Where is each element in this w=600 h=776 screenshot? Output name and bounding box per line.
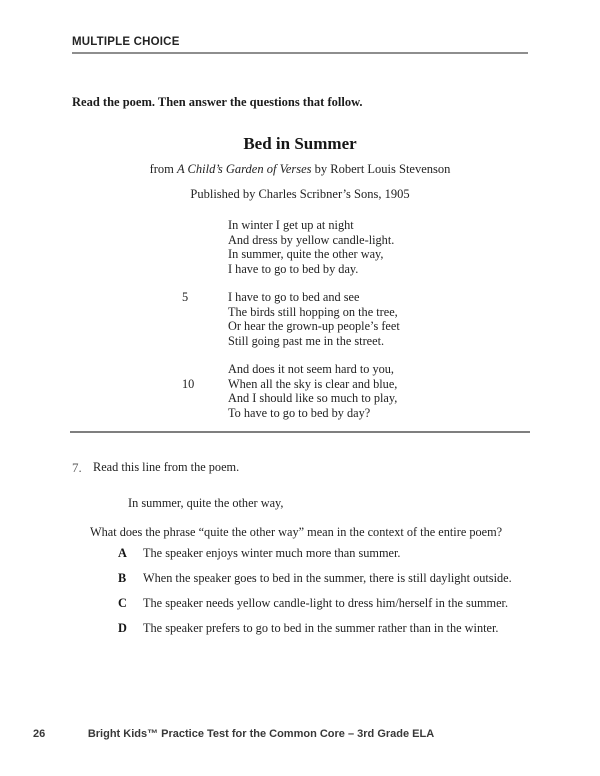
poem-title: Bed in Summer bbox=[243, 134, 357, 153]
line-number bbox=[182, 305, 228, 320]
line-number bbox=[182, 262, 228, 277]
choice-letter: D bbox=[118, 621, 127, 635]
line-number bbox=[182, 319, 228, 334]
choice-a bbox=[118, 546, 512, 560]
poem-source-prefix: from bbox=[149, 162, 178, 176]
line-text: In summer, quite the other way, bbox=[228, 247, 384, 261]
choice-letter: C bbox=[118, 596, 127, 610]
choice-letter: B bbox=[118, 571, 127, 585]
poem-line bbox=[182, 391, 400, 406]
line-text: Still going past me in the street. bbox=[228, 333, 385, 348]
poem-line bbox=[182, 377, 400, 392]
poem-line bbox=[182, 362, 400, 377]
poem-line bbox=[182, 319, 400, 334]
line-number bbox=[182, 334, 228, 349]
line-text: Or hear the grown-up people’s feet bbox=[228, 319, 400, 333]
divider-rule bbox=[70, 431, 530, 433]
line-text: I have to go to bed and see bbox=[228, 290, 360, 304]
poem-line bbox=[182, 233, 400, 248]
poem-line bbox=[182, 290, 400, 305]
poem-body bbox=[182, 218, 400, 434]
section-header: MULTIPLE CHOICE bbox=[72, 36, 528, 54]
line-text: The birds still hopping on the tree, bbox=[228, 304, 398, 319]
question-number: 7. bbox=[72, 460, 82, 475]
line-text: And does it not seem hard to you, bbox=[228, 362, 394, 376]
line-text: To have to go to bed by day? bbox=[228, 405, 371, 420]
question-7 bbox=[72, 460, 239, 476]
line-number bbox=[182, 233, 228, 248]
footer-title: Bright Kids™ Practice Test for the Common Core – 3rd Grade ELA bbox=[87, 728, 435, 740]
line-number bbox=[182, 362, 228, 377]
line-number bbox=[182, 247, 228, 262]
choice-text: The speaker prefers to go to bed in the summer rather than in the winter. bbox=[143, 621, 499, 635]
quoted-poem-line: In summer, quite the other way, bbox=[128, 496, 284, 510]
choice-text: The speaker enjoys winter much more than summer. bbox=[143, 546, 401, 560]
question-prompt: Read this line from the poem. bbox=[93, 460, 240, 474]
footer-page-number: 26 bbox=[33, 728, 46, 740]
line-number bbox=[182, 218, 228, 233]
line-text: And I should like so much to play, bbox=[228, 391, 398, 405]
line-text: I have to go to bed by day. bbox=[228, 261, 359, 276]
poem-line bbox=[182, 262, 400, 277]
poem-source-work-title: A Child’s Garden of Verses bbox=[177, 162, 312, 176]
line-number: 5 bbox=[182, 290, 189, 304]
choice-letter: A bbox=[118, 546, 127, 560]
poem-source-suffix: by Robert Louis Stevenson bbox=[311, 162, 451, 176]
poem-line bbox=[182, 334, 400, 349]
choice-text: The speaker needs yellow candle-light to dress him/herself in the summer. bbox=[143, 596, 509, 610]
poem-line bbox=[182, 247, 400, 262]
poem-publisher: Published by Charles Scribner’s Sons, 1905 bbox=[190, 187, 410, 201]
instruction-text: Read the poem. Then answer the questions that follow. bbox=[72, 95, 363, 109]
poem-stanza-2 bbox=[182, 290, 400, 348]
line-text: And dress by yellow candle-light. bbox=[228, 232, 395, 247]
poem-stanza-1 bbox=[182, 218, 400, 276]
line-number bbox=[182, 391, 228, 406]
poem-line bbox=[182, 218, 400, 233]
poem-line bbox=[182, 406, 400, 421]
line-text: When all the sky is clear and blue, bbox=[228, 376, 398, 391]
choice-d bbox=[118, 621, 512, 635]
line-number: 10 bbox=[182, 376, 195, 391]
poem-stanza-3 bbox=[182, 362, 400, 420]
choice-b bbox=[118, 571, 512, 585]
line-number bbox=[182, 406, 228, 421]
choice-c bbox=[118, 596, 512, 610]
answer-choices bbox=[118, 546, 512, 646]
choice-text: When the speaker goes to bed in the summer, there is still daylight outside. bbox=[143, 571, 512, 585]
poem-line bbox=[182, 305, 400, 320]
poem-source bbox=[0, 162, 600, 177]
line-text: In winter I get up at night bbox=[228, 218, 354, 232]
question-stem: What does the phrase “quite the other way” mean in the context of the entire poem? bbox=[90, 525, 503, 539]
